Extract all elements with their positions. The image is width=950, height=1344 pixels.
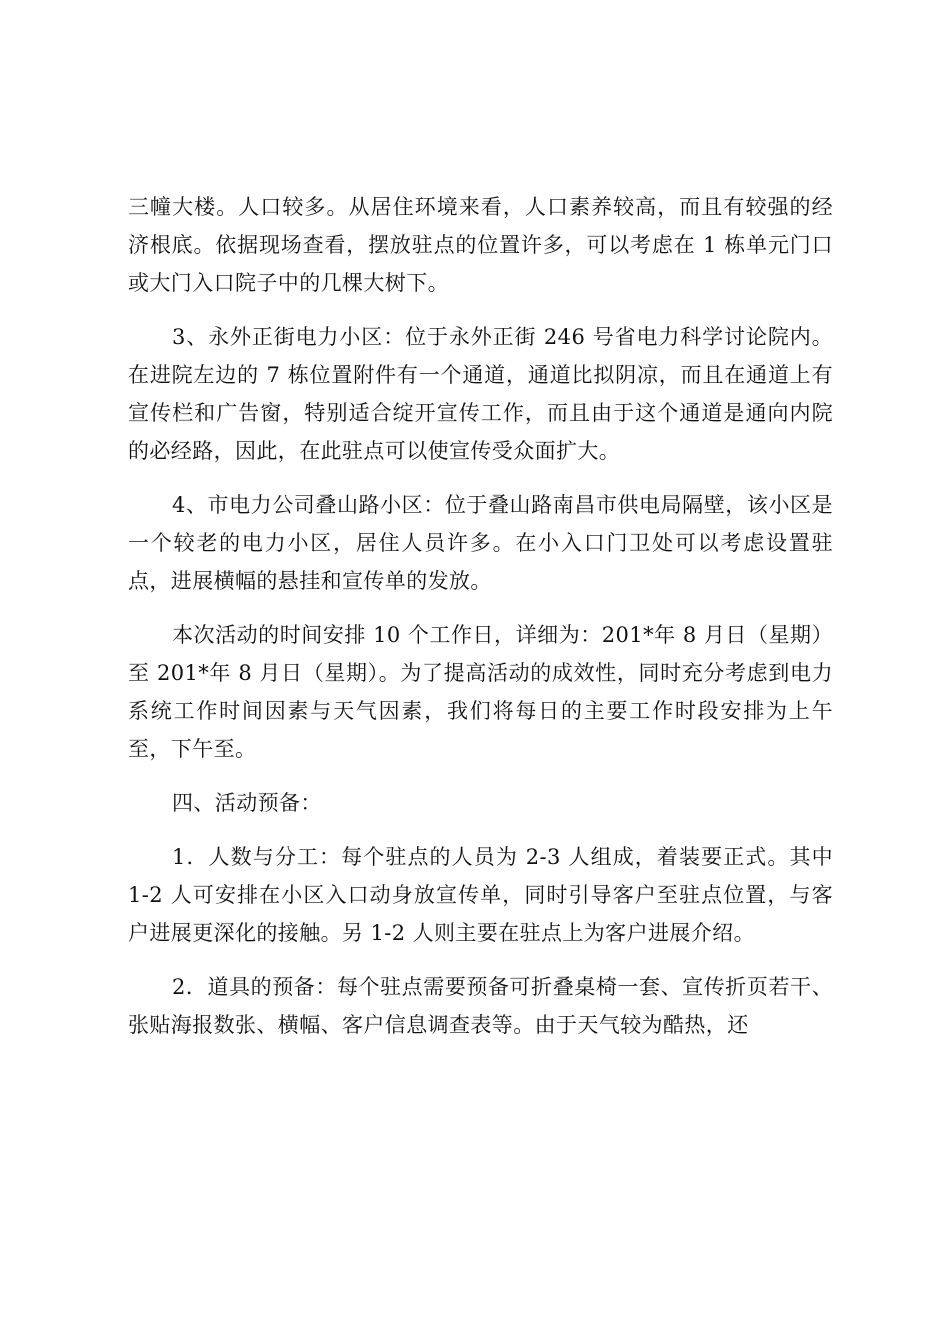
paragraph-staffing: 1．人数与分工：每个驻点的人员为 2-3 人组成，着装要正式。其中 1-2 人可安排在小区入口动身放宣传单，同时引导客户至驻点位置，与客户进展更深化的接触。另 1-2 人则主要在驻点上为客户进展介绍。 <box>128 845 833 945</box>
paragraph-continuation: 三幢大楼。人口较多。从居住环境来看，人口素养较高，而且有较强的经济根底。依据现场查看，摆放驻点的位置许多，可以考虑在 1 栋单元门口或大门入口院子中的几棵大树下。 <box>128 195 833 295</box>
paragraph-item-4: 4、市电力公司叠山路小区：位于叠山路南昌市供电局隔壁，该小区是一个较老的电力小区，居住人员许多。在小入口门卫处可以考虑设置驻点，进展横幅的悬挂和宣传单的发放。 <box>128 493 833 593</box>
section-heading-preparation: 四、活动预备： <box>172 791 322 815</box>
paragraph-item-3: 3、永外正街电力小区：位于永外正街 246 号省电力科学讨论院内。在进院左边的 7 栋位置附件有一个通道，通道比拟阴凉，而且在通道上有宣传栏和广告窗，特别适合绽开宣传工作，而且由于这个通道是通向内院的必经路，因此，在此驻点可以使宣传受众面扩大。 <box>128 325 833 463</box>
document-body <box>128 188 833 1060</box>
paragraph-props: 2．道具的预备：每个驻点需要预备可折叠桌椅一套、宣传折页若干、张贴海报数张、横幅、客户信息调查表等。由于天气较为酷热，还 <box>128 975 833 1037</box>
paragraph-schedule: 本次活动的时间安排 10 个工作日，详细为：201*年 8 月日（星期）至 201*年 8 月日（星期）。为了提高活动的成效性，同时充分考虑到电力系统工作时间因素与天气因素，我们将每日的主要工作时段安排为上午至，下午至。 <box>128 623 833 761</box>
